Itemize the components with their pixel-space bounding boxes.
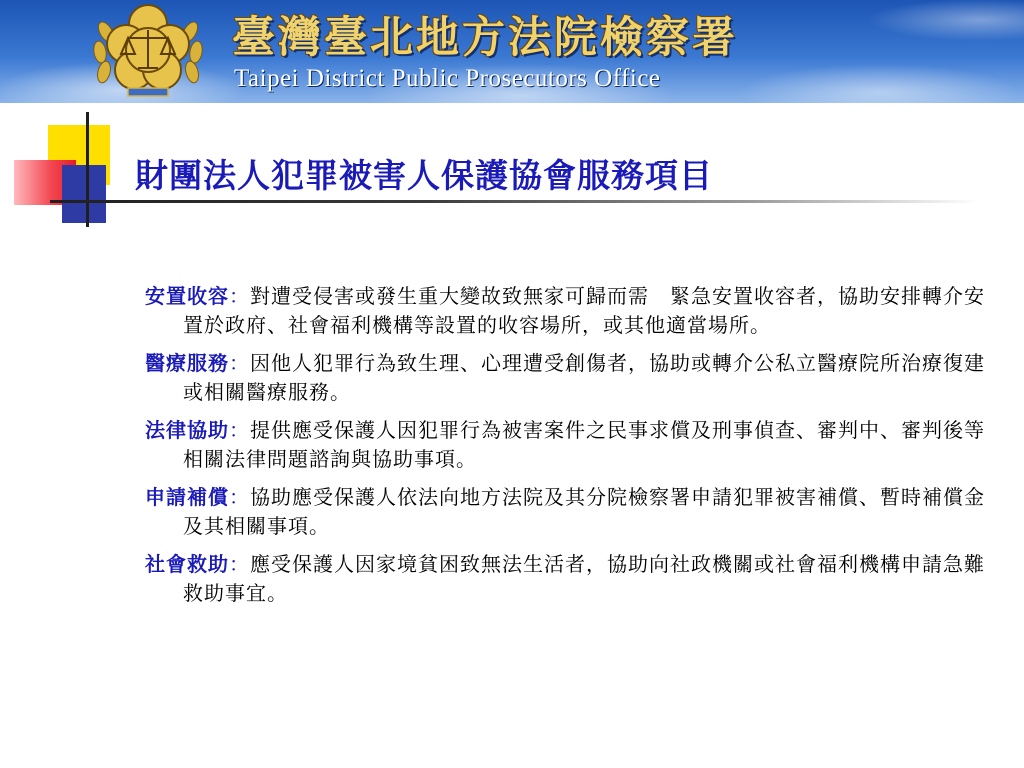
agency-name-zh: 臺灣臺北地方法院檢察署 [232, 13, 738, 63]
service-label: 安置收容 [145, 284, 229, 308]
service-list [145, 282, 985, 617]
service-item-compensation [145, 483, 985, 541]
label-colon: ： [229, 485, 250, 509]
prosecutors-emblem-icon [88, 2, 208, 102]
agency-name-en: Taipei District Public Prosecutors Office [234, 65, 661, 92]
decor-blue-square [62, 165, 106, 223]
service-label: 申請補償 [145, 485, 229, 509]
label-colon: ： [229, 351, 250, 375]
decor-vertical-line [86, 112, 89, 227]
slide-title: 財團法人犯罪被害人保護協會服務項目 [135, 156, 713, 195]
service-description: 因他人犯罪行為致生理、心理遭受創傷者，協助或轉介公私立醫療院所治療復建或相關醫療服務。 [183, 351, 985, 404]
service-label: 醫療服務 [145, 351, 229, 375]
title-underline [50, 200, 980, 203]
service-item-shelter [145, 282, 985, 340]
label-colon: ： [229, 552, 250, 576]
label-colon: ： [229, 418, 250, 442]
header-banner [0, 0, 1024, 103]
service-description: 應受保護人因家境貧困致無法生活者，協助向社政機關或社會福利機構申請急難救助事宜。 [183, 552, 985, 605]
service-label: 法律協助 [145, 418, 229, 442]
label-colon: ： [229, 284, 250, 308]
service-description: 協助應受保護人依法向地方法院及其分院檢察署申請犯罪被害補償、暫時補償金及其相關事項。 [183, 485, 985, 538]
service-item-legal [145, 416, 985, 474]
service-item-medical [145, 349, 985, 407]
service-item-social-aid [145, 550, 985, 608]
service-description: 對遭受侵害或發生重大變故致無家可歸而需 緊急安置收容者，協助安排轉介安置於政府、社會福利機構等設置的收容場所，或其他適當場所。 [183, 284, 985, 337]
service-label: 社會救助 [145, 552, 229, 576]
service-description: 提供應受保護人因犯罪行為被害案件之民事求償及刑事偵查、審判中、審判後等相關法律問題諮詢與協助事項。 [183, 418, 985, 471]
